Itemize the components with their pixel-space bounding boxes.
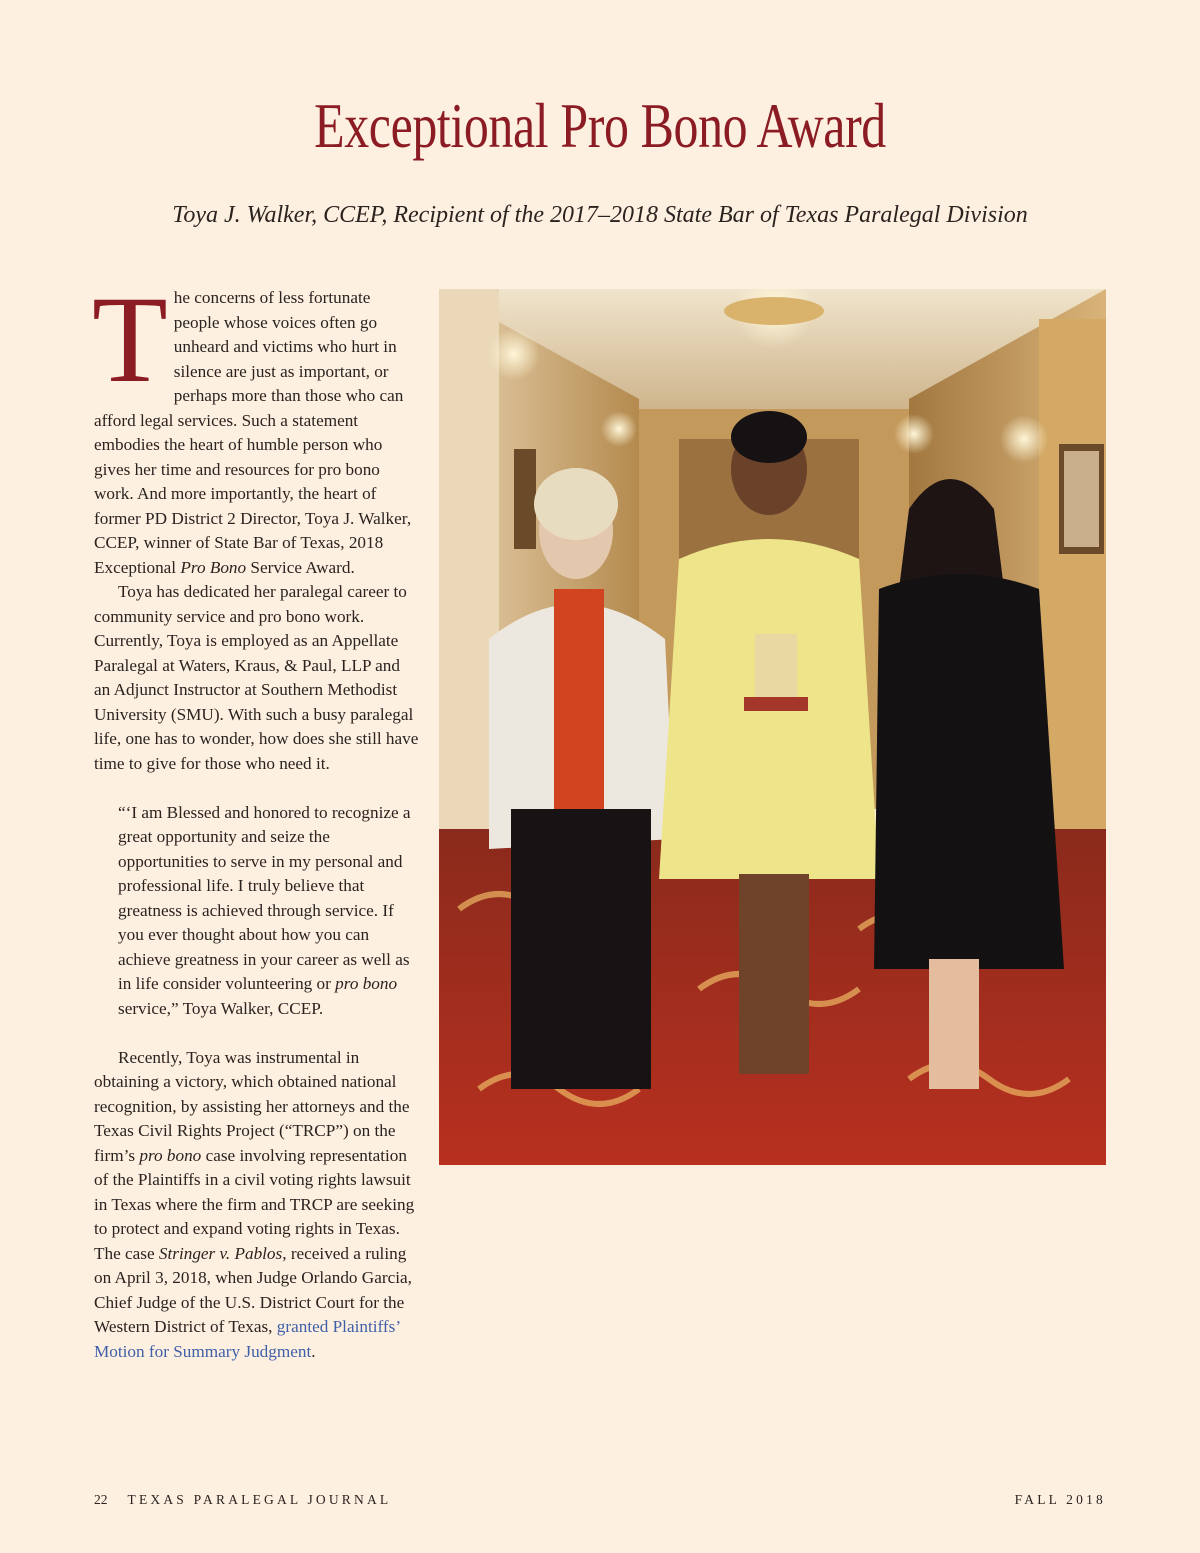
journal-name: TEXAS PARALEGAL JOURNAL: [127, 1492, 392, 1507]
article-body: [92, 271, 420, 1364]
pull-quote: “‘I am Blessed and honored to recognize a great opportunity and seize the opportunities to serve in my personal and professional life. I truly believe that greatness is achieved through service. If you ever thought about how you can achieve greatness in your career as well as in life consider volunteering or pro bono service,” Toya Walker, CCEP.: [118, 802, 411, 1018]
footer-left: [94, 1492, 391, 1508]
paragraph-1: The concerns of less fortunate people whose voices often go unheard and victims who hurt in silence are just as important, or perhaps more than those who can afford legal services. Such a statement embodies the heart of humble person who gives her time and resources for pro bono work. And more importantly, the heart of former PD District 2 Director, Toya J. Walker, CCEP, winner of State Bar of Texas, 2018 Exceptional Pro Bono Service Award.: [92, 271, 412, 577]
drop-cap: T: [92, 271, 168, 408]
paragraph-2: Toya has dedicated her paralegal career to community service and pro bono work. Currently, Toya is employed as an Appellate Paralegal at Waters, Kraus, & Paul, LLP and an Adjunct Instructor at Southern Methodist University (SMU). With such a busy paralegal life, one has to wonder, how does she still have time to give for those who need it.: [94, 582, 419, 773]
award-photo: [439, 289, 1106, 1165]
issue-label: FALL 2018: [1014, 1492, 1106, 1507]
page-number: 22: [94, 1492, 108, 1507]
summary-judgment-link[interactable]: granted Plaintiffs’ Motion for Summary Judgment: [94, 1317, 400, 1361]
article-title: Exceptional Pro Bono Award: [314, 90, 886, 161]
article-subtitle: Toya J. Walker, CCEP, Recipient of the 2017–2018 State Bar of Texas Paralegal Division: [172, 202, 1028, 228]
paragraph-3: Recently, Toya was instrumental in obtaining a victory, which obtained national recognition, by assisting her attorneys and the Texas Civil Rights Project (“TRCP”) on the firm’s pro bono case involving representation of the Plaintiffs in a civil voting rights lawsuit in Texas where the firm and TRCP are seeking to protect and expand voting rights in Texas. The case Stringer v. Pablos, received a ruling on April 3, 2018, when Judge Orlando Garcia, Chief Judge of the U.S. District Court for the Western District of Texas, granted Plaintiffs’ Motion for Summary Judgment.: [94, 1047, 415, 1361]
